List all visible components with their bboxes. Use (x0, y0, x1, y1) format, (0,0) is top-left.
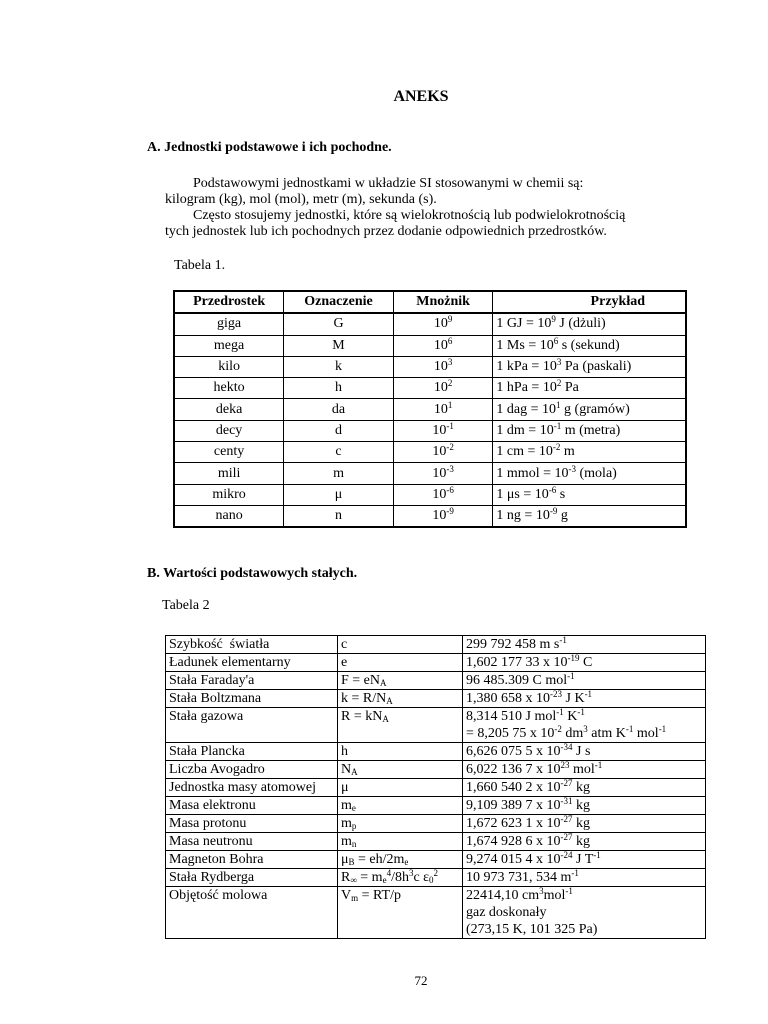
constant-value-cell: 1,380 658 x $10^{-23}$ J $K^{-1}$ (463, 690, 706, 708)
constant-name-cell: Szybkość światła (166, 636, 338, 654)
column-header: Mnożnik (393, 291, 493, 313)
multiplier-cell: $10^{-2}$ (393, 442, 493, 463)
symbol-cell: m (284, 463, 394, 484)
page-title: ANEKS (393, 88, 449, 105)
page-number: 72 (414, 973, 428, 988)
table-row (166, 672, 706, 690)
example-cell: 1 mmol = $10^{-3}$ (mola) (493, 463, 686, 484)
multiplier-cell: $10^9$ (393, 313, 493, 335)
constant-name-cell: Stała Plancka (166, 743, 338, 761)
multiplier-cell: $10^6$ (393, 335, 493, 356)
example-cell: 1 hPa = $10^2$ Pa (493, 378, 686, 399)
example-cell: 1 kPa = $10^3$ Pa (paskali) (493, 356, 686, 377)
table-row (174, 356, 686, 377)
multiplier-cell: $10^3$ (393, 356, 493, 377)
constant-name-cell: Magneton Bohra (166, 851, 338, 869)
symbol-cell: G (284, 313, 394, 335)
constant-name-cell: Stała Boltzmana (166, 690, 338, 708)
constant-symbol-cell: $m_p$ (338, 815, 463, 833)
table-row (166, 869, 706, 887)
symbol-cell: h (284, 378, 394, 399)
section-a-heading: A. Jednostki podstawowe i ich pochodne. (147, 140, 392, 155)
constant-name-cell: Ładunek elementarny (166, 654, 338, 672)
column-header: Oznaczenie (284, 291, 394, 313)
table-row (174, 335, 686, 356)
prefix-cell: giga (174, 313, 284, 335)
table-row (166, 815, 706, 833)
multiplier-cell: $10^{-3}$ (393, 463, 493, 484)
constant-value-cell: 1,660 540 2 x $10^{-27}$ kg (463, 779, 706, 797)
paragraph-line: tych jednostek lub ich pochodnych przez dodanie odpowiednich przedrostków. (165, 224, 607, 239)
table-row (174, 420, 686, 441)
symbol-cell: n (284, 505, 394, 527)
prefix-cell: mili (174, 463, 284, 484)
table-row (166, 797, 706, 815)
constant-name-cell: Masa protonu (166, 815, 338, 833)
table-row (166, 690, 706, 708)
prefix-cell: deka (174, 399, 284, 420)
multiplier-cell: $10^{-1}$ (393, 420, 493, 441)
example-cell: 1 dag = $10^1$ g (gramów) (493, 399, 686, 420)
constant-symbol-cell: $m_e$ (338, 797, 463, 815)
constant-value-cell: 1,672 623 1 x $10^{-27}$ kg (463, 815, 706, 833)
constant-symbol-cell: $m_n$ (338, 833, 463, 851)
constant-value-cell: 9,109 389 7 x $10^{-31}$ kg (463, 797, 706, 815)
constant-name-cell: Stała Faraday'a (166, 672, 338, 690)
constant-name-cell: Masa neutronu (166, 833, 338, 851)
table-row (166, 708, 706, 743)
paragraph-line: Podstawowymi jednostkami w układzie SI stosowanymi w chemii są: (193, 176, 584, 191)
column-header: Przedrostek (174, 291, 284, 313)
paragraph-line: kilogram (kg), mol (mol), metr (m), sekunda (s). (165, 192, 437, 207)
table1-caption: Tabela 1. (174, 258, 226, 273)
column-header: Przykład (493, 291, 686, 313)
example-cell: 1 GJ = $10^9$ J (dżuli) (493, 313, 686, 335)
table-row (174, 484, 686, 505)
constant-value-cell: 6,626 075 5 x $10^{-34}$ J s (463, 743, 706, 761)
table-row (166, 743, 706, 761)
example-cell: 1 $\mu s = 10^{-6}$ s (493, 484, 686, 505)
constant-name-cell: Masa elektronu (166, 797, 338, 815)
constant-value-cell: 22414,10 $cm^3mol^{-1}$ gaz doskonały (273,15 K, 101 325 Pa) (463, 887, 706, 939)
table-row (166, 779, 706, 797)
prefix-cell: centy (174, 442, 284, 463)
constant-symbol-cell: $\mu_B = eh/2m_e$ (338, 851, 463, 869)
prefix-table (173, 290, 687, 528)
constant-symbol-cell: $k = R/N_A$ (338, 690, 463, 708)
constant-name-cell: Objętość molowa (166, 887, 338, 939)
prefix-cell: hekto (174, 378, 284, 399)
prefix-cell: kilo (174, 356, 284, 377)
example-cell: 1 cm = $10^{-2}$ m (493, 442, 686, 463)
constant-symbol-cell: μ (338, 779, 463, 797)
symbol-cell: da (284, 399, 394, 420)
table-row (174, 463, 686, 484)
symbol-cell: M (284, 335, 394, 356)
prefix-cell: mega (174, 335, 284, 356)
constant-value-cell: 8,314 510 J mol$^{-1}$ $K^{-1}$ = 8,205 75 x $10^{-2}$ $dm^3$ atm $K^{-1}$ mol$^{-1}$ (463, 708, 706, 743)
constant-value-cell: 1,602 177 33 x $10^{-19}$ C (463, 654, 706, 672)
multiplier-cell: $10^{-9}$ (393, 505, 493, 527)
multiplier-cell: $10^{-6}$ (393, 484, 493, 505)
table-row (166, 887, 706, 939)
constant-symbol-cell: h (338, 743, 463, 761)
constant-value-cell: 96 485.309 C mol$^{-1}$ (463, 672, 706, 690)
symbol-cell: μ (284, 484, 394, 505)
constant-name-cell: Liczba Avogadro (166, 761, 338, 779)
constant-value-cell: 9,274 015 4 x $10^{-24}$ J $T^{-1}$ (463, 851, 706, 869)
constant-symbol-cell: e (338, 654, 463, 672)
table-row (166, 636, 706, 654)
table-row (174, 505, 686, 527)
constant-symbol-cell: $F = eN_A$ (338, 672, 463, 690)
table-row (166, 833, 706, 851)
prefix-cell: decy (174, 420, 284, 441)
section-b-heading: B. Wartości podstawowych stałych. (147, 566, 358, 581)
example-cell: 1 ng = $10^{-9}$ g (493, 505, 686, 527)
example-cell: 1 dm = $10^{-1}$ m (metra) (493, 420, 686, 441)
symbol-cell: c (284, 442, 394, 463)
multiplier-cell: $10^1$ (393, 399, 493, 420)
example-cell: 1 $Ms = 10^6$ s (sekund) (493, 335, 686, 356)
constant-value-cell: 1,674 928 6 x $10^{-27}$ kg (463, 833, 706, 851)
constants-table (165, 635, 706, 939)
constant-symbol-cell: c (338, 636, 463, 654)
constant-name-cell: Jednostka masy atomowej (166, 779, 338, 797)
constant-value-cell: 6,022 136 7 x $10^{23}$ mol$^{-1}$ (463, 761, 706, 779)
table-row (166, 761, 706, 779)
constant-value-cell: 299 792 458 m $s^{-1}$ (463, 636, 706, 654)
table-row (174, 313, 686, 335)
table-row (174, 442, 686, 463)
paragraph-line: Często stosujemy jednostki, które są wielokrotnością lub podwielokrotnością (193, 208, 626, 223)
multiplier-cell: $10^2$ (393, 378, 493, 399)
constant-symbol-cell: $R = kN_A$ (338, 708, 463, 743)
constant-symbol-cell: $V_m = RT/p$ (338, 887, 463, 939)
constant-symbol-cell: $R_\infty = m_e^4/8h^3c$ $\varepsilon_0^2$ (338, 869, 463, 887)
constant-value-cell: 10 973 731, 534 $m^{-1}$ (463, 869, 706, 887)
constant-name-cell: Stała gazowa (166, 708, 338, 743)
table-row (166, 654, 706, 672)
prefix-cell: nano (174, 505, 284, 527)
table-row (174, 378, 686, 399)
symbol-cell: k (284, 356, 394, 377)
table-header-row (174, 291, 686, 313)
constant-symbol-cell: $N_A$ (338, 761, 463, 779)
table-row (166, 851, 706, 869)
table-row (174, 399, 686, 420)
symbol-cell: d (284, 420, 394, 441)
table2-caption: Tabela 2 (162, 598, 210, 613)
prefix-cell: mikro (174, 484, 284, 505)
constant-name-cell: Stała Rydberga (166, 869, 338, 887)
